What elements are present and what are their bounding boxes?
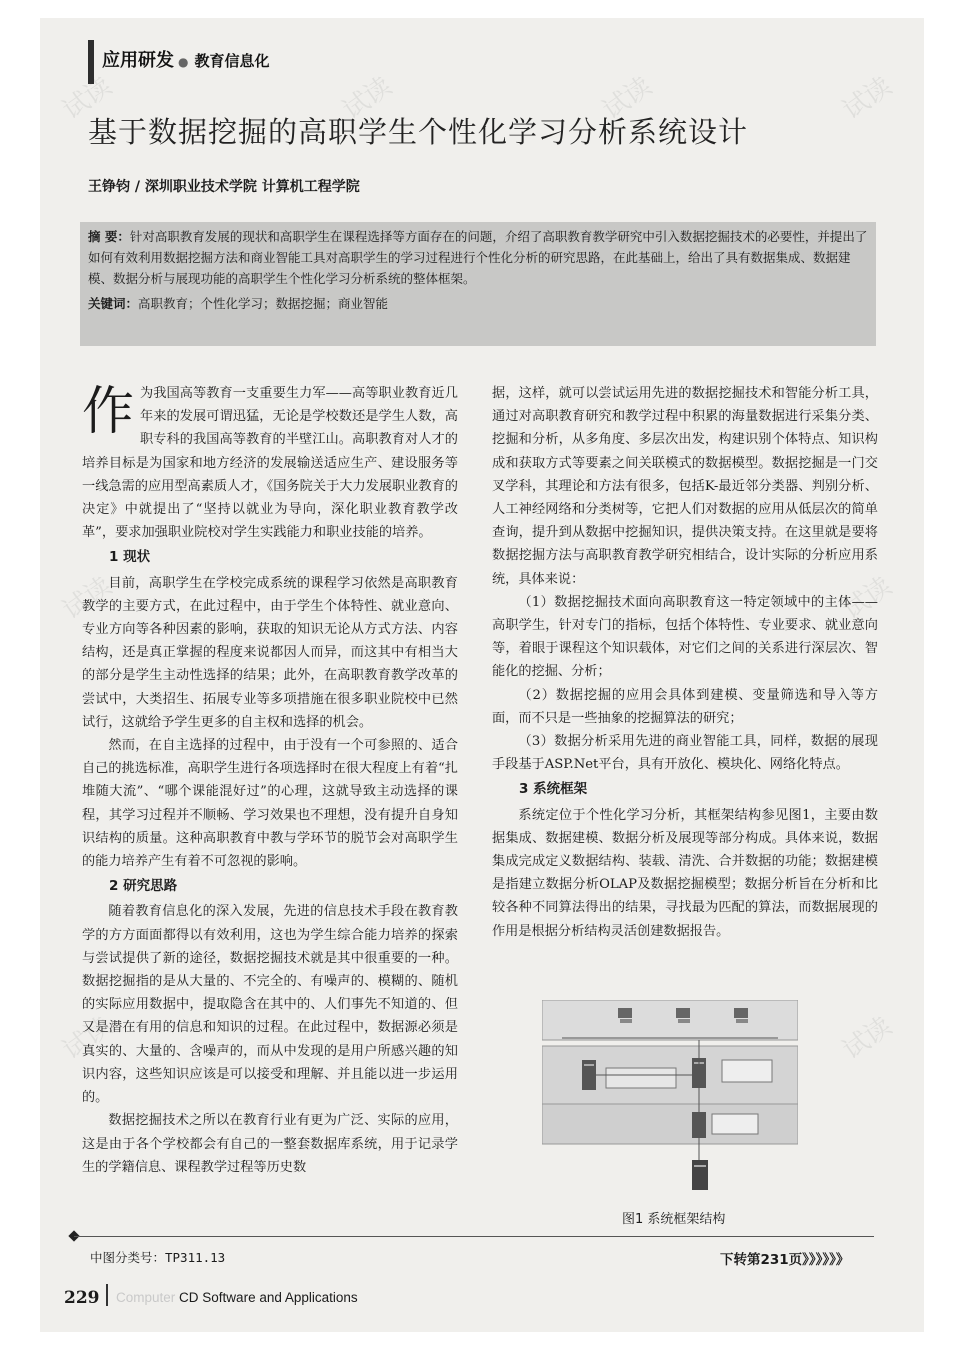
separator-dot-icon: ● <box>178 55 189 69</box>
watermark: 试读 <box>597 71 658 126</box>
abstract-text: 针对高职教育发展的现状和高职学生在课程选择等方面存在的问题，介绍了高职教育教学研究中引入数据挖掘技术的必要性，并提出了如何有效利用数据挖掘方法和商业智能工具对高职学生的学习过程进行个性化分析的研究思路，在此基础上，给出了具有数据集成、数据建模、数据分析与展现功能的高职学生个性化学习分析系统的整体框架。 <box>88 229 868 286</box>
watermark: 试读 <box>57 571 118 626</box>
keywords-text: 高职教育；个性化学习；数据挖掘；商业智能 <box>138 296 389 311</box>
paragraph: 系统定位于个性化学习分析，其框架结构参见图1，主要由数据集成、数据建模、数据分析及展现等部分构成。具体来说，数据集成完成定义数据结构、装载、清洗、合并数据的功能；数据建模是指建立数据分析OLAP及数据挖掘模型；数据分析旨在分析和比较各种不同算法得出的结果，寻找最为匹配的算法，而数据展现的作用是根据分析结构灵活创建数据报告。 <box>492 807 878 939</box>
system-framework-figure <box>542 1000 798 1196</box>
paper-title: 基于数据挖掘的高职学生个性化学习分析系统设计 <box>88 115 749 149</box>
service-box <box>606 1068 676 1088</box>
watermark: 试读 <box>837 71 898 126</box>
drop-cap: 作 <box>82 382 135 442</box>
keywords-label: 关键词： <box>88 296 139 311</box>
continued-note: 下转第231页》》》》》》 <box>720 1252 850 1268</box>
abstract-box <box>80 222 876 346</box>
paragraph: 据，这样，就可以尝试运用先进的数据挖掘技术和智能分析工具，通过对高职教育研究和教学过程中积累的海量数据进行采集分类、挖掘和分析，从多角度、多层次出发，构建识别个体特点、知识构成和获取方式等要素之间关联模式的数据模型。数据挖掘是一门交叉学科，其理论和方法有很多，包括K-最近邻分类器、判别分析、人工神经网络和分类树等，它把人们对数据的应用从低层次的简单查询，提升到从数据中挖掘知识，提供决策支持。在这里就是要将数据挖掘方法与高职教育教学研究相结合，设计实际的分析应用系统，具体来说： <box>492 386 878 587</box>
paragraph: （2）数据挖掘的应用会具体到建模、变量筛选和导入等方面，而不只是一些抽象的挖掘算法的研究； <box>492 687 878 726</box>
section-2-heading: 2 研究思路 <box>109 878 178 895</box>
keywords <box>88 293 868 314</box>
abstract-label: 摘 要： <box>88 229 130 244</box>
service-box <box>722 1060 772 1082</box>
paragraph: （3）数据分析采用先进的商业智能工具，同样，数据的展现手段基于ASP.Net平台，具有开放化、模块化、网络化特点。 <box>492 734 878 773</box>
client-layer <box>542 1000 798 1040</box>
computer-icon <box>676 1008 690 1023</box>
computer-icon <box>734 1008 748 1023</box>
section-tag: 应用研发 <box>102 50 174 71</box>
right-column <box>492 382 878 943</box>
watermark: 试读 <box>837 571 898 626</box>
server-icon <box>582 1060 596 1090</box>
watermark: 试读 <box>57 1011 118 1066</box>
left-column <box>82 382 458 1179</box>
section-1-heading: 1 现状 <box>109 549 151 566</box>
author-line: 王铮钧 / 深圳职业技术学院 计算机工程学院 <box>88 179 360 195</box>
paragraph: 数据挖掘技术之所以在教育行业有更为广泛、实际的应用，这是由于各个学校都会有自己的一整套数据库系统，用于记录学生的学籍信息、课程教学过程等历史数 <box>82 1113 458 1175</box>
computer-icon <box>618 1008 632 1023</box>
watermark: 试读 <box>57 71 118 126</box>
abstract <box>88 226 868 289</box>
page-number: 229 <box>64 1288 100 1308</box>
classification-number: 中图分类号：TP311.13 <box>90 1250 226 1265</box>
section-3-heading: 3 系统框架 <box>519 781 588 798</box>
watermark: 试读 <box>337 71 398 126</box>
database-server-icon <box>692 1160 708 1190</box>
paper-page <box>40 18 924 1332</box>
data-layer <box>542 1104 798 1144</box>
section-subtag: 教育信息化 <box>194 52 270 70</box>
paragraph: 目前，高职学生在学校完成系统的课程学习依然是高职教育教学的主要方式，在此过程中，由于学生个体特性、就业意向、专业方向等各种因素的影响，获取的知识无论从方式方法、内容结构，还是真正掌握的程度来说都因人而异，而这其中有相当大的部分是学生主动性选择的结果；此外，在高职教育教学改革的尝试中，大类招生、拓展专业等多项措施在很多职业院校中已然试行，这就给予学生更多的自主权和选择的机会。 <box>82 575 458 730</box>
figure-caption: 图1 系统框架结构 <box>622 1212 726 1227</box>
paragraph: 然而，在自主选择的过程中，由于没有一个可参照的、适合自己的挑选标准，高职学生进行各项选择时在很大程度上有着“扎堆随大流”、“哪个课能混好过”的心理，这就导致主动选择的课程，其学习过程并不顺畅、学习效果也不理想，没有提升自身知识结构的质量。这种高职教育中教与学环节的脱节会对高职学生的能力培养产生有着不可忽视的影响。 <box>82 738 458 870</box>
journal-ghost-text: Computer <box>116 1290 176 1305</box>
service-box <box>712 1114 758 1134</box>
journal-text: CD Software and Applications <box>179 1290 358 1305</box>
intro-paragraph <box>82 382 458 544</box>
watermark: 试读 <box>837 1011 898 1066</box>
paragraph: （1）数据挖掘技术面向高职教育这一特定领域中的主体——高职学生，针对专门的指标，包括个体特性、专业要求、就业意向等，着眼于课程这个知识载体，对它们之间的关系进行深层次、智能化的挖掘、分析； <box>492 594 878 680</box>
footer-divider <box>106 1284 108 1306</box>
section-header <box>102 46 270 72</box>
section-marker <box>88 40 94 84</box>
server-icon <box>692 1112 706 1138</box>
footer-rule <box>74 1236 874 1237</box>
journal-name <box>116 1290 358 1305</box>
paragraph: 随着教育信息化的深入发展，先进的信息技术手段在教育教学的方方面面都得以有效利用，这也为学生综合能力培养的探索与尝试提供了新的途径，数据挖掘技术就是其中很重要的一种。数据挖掘指的是从大量的、不完全的、有噪声的、模糊的、随机的实际应用数据中，提取隐含在其中的、人们事先不知道的、但又是潜在有用的信息和知识的过程。在此过程中，数据源必须是真实的、大量的、含噪声的，而从中发现的是用户所感兴趣的知识内容，这些知识应该是可以接受和理解、并且能以进一步运用的。 <box>82 904 458 1106</box>
intro-text: 为我国高等教育一支重要生力军——高等职业教育近几年来的发展可谓迅猛，无论是学校数还是学生人数，高职专科的我国高等教育的半壁江山。高职教育对人才的培养目标是为国家和地方经济的发展输送适应生产、建设服务等一线急需的应用型高素质人才，《国务院关于大力发展职业教育的决定》中就提出了“坚持以就业为导向，深化职业教育教学改革”，要求加强职业院校对学生实践能力和职业技能的培养。 <box>82 386 458 541</box>
